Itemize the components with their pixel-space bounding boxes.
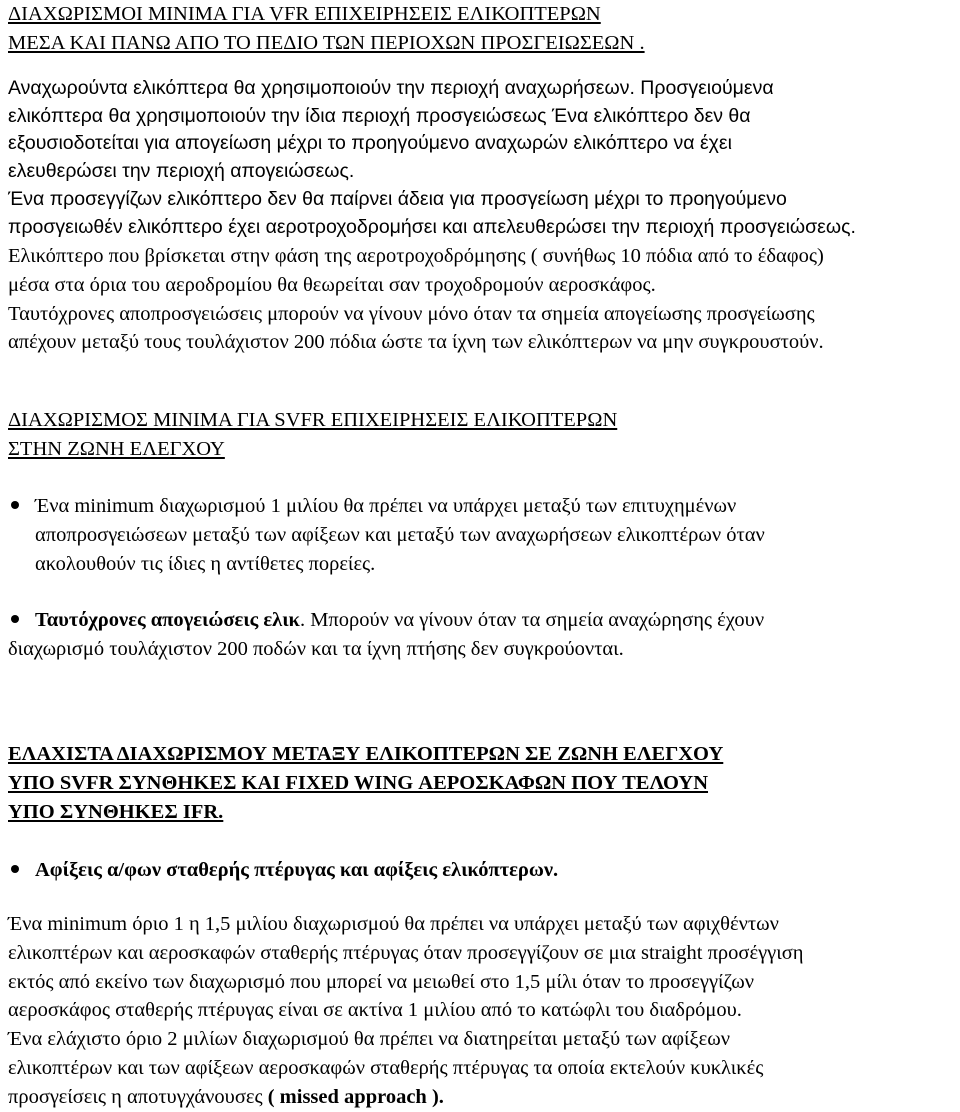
text-line: Ελικόπτερο που βρίσκεται στην φάση της αεροτροχοδρόμησης ( συνήθως 10 πόδια από το έδαφος) xyxy=(8,245,824,267)
text-line: Ένα προσεγγίζων ελικόπτερο δεν θα παίρνει άδεια για προσγείωση μέχρι το προηγούμενο xyxy=(8,187,787,210)
text-line: Ένα minimum όριο 1 η 1,5 μιλίου διαχωρισμού θα πρέπει να υπάρχει μεταξύ των αφιχθέντων xyxy=(8,913,779,935)
bullet-icon xyxy=(11,615,19,623)
text-line: προσγειωθέν ελικόπτερο έχει αεροτροχοδρομήσει και απελευθερώσει την περιοχή προσγειώσεως. xyxy=(8,215,856,238)
section3-bullet xyxy=(8,856,952,885)
heading-line: ΔΙΑΧΩΡΙΣΜΟΙ ΜΙΝΙΜΑ ΓΙΑ VFR ΕΠΙΧΕΙΡΗΣΕΙΣ ΕΛΙΚΟΠΤΕΡΩΝ xyxy=(8,3,601,25)
section1-paragraph-1 xyxy=(8,75,952,241)
bold-phrase: Αφίξεις α/φων σταθερής πτέρυγας και αφίξεις ελικόπτερων. xyxy=(35,859,559,881)
text-line: εξουσιοδοτείται για απογείωση μέχρι το προηγούμενο αναχωρών ελικόπτερο να έχει xyxy=(8,132,732,155)
text-line: Αναχωρούντα ελικόπτερα θα χρησιμοποιούν την περιοχή αναχωρήσεων. Προσγειούμενα xyxy=(8,77,774,99)
text-line: διαχωρισμό τουλάχιστον 200 ποδών και τα ίχνη πτήσης δεν συγκρούονται. xyxy=(8,637,624,660)
text-line: μέσα στα όρια του αεροδρομίου θα θεωρείται σαν τροχοδρομούν αεροσκάφος. xyxy=(8,273,656,296)
text-line: αεροσκάφος σταθερής πτέρυγας είναι σε ακτίνα 1 μιλίου από το κατώφλι του διαδρόμου. xyxy=(8,999,742,1022)
bullet-icon xyxy=(11,501,19,509)
heading-line: ΣΤΗΝ ΖΩΝΗ ΕΛΕΓΧΟΥ xyxy=(8,438,225,460)
section1-paragraph-2 xyxy=(8,242,952,357)
text-line: απέχουν μεταξύ τους τουλάχιστον 200 πόδια ώστε τα ίχνη των ελικόπτερων να μην συγκρουστούν. xyxy=(8,331,824,354)
heading-line: ΕΛΑΧΙΣΤΑ ΔΙΑΧΩΡΙΣΜΟΥ ΜΕΤΑΞΥ ΕΛΙΚΟΠΤΕΡΩΝ ΣΕ ΖΩΝΗ ΕΛΕΓΧΟΥ xyxy=(8,743,724,765)
section3-paragraph xyxy=(8,910,952,1112)
text-line: Ταυτόχρονες αποπροσγειώσεις μπορούν να γίνουν μόνο όταν τα σημεία απογείωσης προσγείωσης xyxy=(8,302,815,325)
section2-bullet-1 xyxy=(8,492,952,578)
heading-line: ΥΠΟ ΣΥΝΘΗΚΕΣ IFR. xyxy=(8,801,224,823)
section1-heading xyxy=(8,0,952,58)
text-line: ακολουθούν τις ίδιες η αντίθετες πορείες. xyxy=(35,552,376,575)
bullet-line xyxy=(8,492,952,521)
heading-line: ΥΠΟ SVFR ΣΥΝΘΗΚΕΣ ΚΑΙ FIXED WING ΑΕΡΟΣΚΑΦΩΝ ΠΟΥ ΤΕΛΟΥΝ xyxy=(8,772,709,794)
bullet-line xyxy=(8,856,952,885)
bullet-line xyxy=(8,606,952,635)
text-line: Ένα ελάχιστο όριο 2 μιλίων διαχωρισμού θα πρέπει να διατηρείται μεταξύ των αφίξεων xyxy=(8,1028,731,1051)
text-line: Ένα minimum διαχωρισμού 1 μιλίου θα πρέπει να υπάρχει μεταξύ των επιτυχημένων xyxy=(35,495,737,517)
text-line: ελικοπτέρων και των αφίξεων αεροσκαφών σταθερής πτέρυγας τα οποία εκτελούν κυκλικές xyxy=(8,1056,764,1079)
text-fragment: προσγείσεις η αποτυγχάνουσες xyxy=(8,1085,268,1108)
bullet-icon xyxy=(11,865,19,873)
text-line: αποπροσγειώσεων μεταξύ των αφίξεων και μεταξύ των αναχωρήσεων ελικοπτέρων όταν xyxy=(35,523,765,546)
text-line: ελευθερώσει την περιοχή απογειώσεως. xyxy=(8,160,355,183)
heading-line: ΔΙΑΧΩΡΙΣΜΟΣ ΜΙΝΙΜΑ ΓΙΑ SVFR ΕΠΙΧΕΙΡΗΣΕΙΣ ΕΛΙΚΟΠΤΕΡΩΝ xyxy=(8,409,618,431)
text-line: εκτός από εκείνο των διαχωρισμό που μπορεί να μειωθεί στο 1,5 μίλι όταν το προσεγγίζων xyxy=(8,970,755,993)
text-fragment: . Μπορούν να γίνουν όταν τα σημεία αναχώρησης έχουν xyxy=(299,609,765,631)
section2-bullet-2 xyxy=(8,606,952,664)
bold-phrase: ( missed approach ). xyxy=(267,1085,444,1108)
text-line: ελικόπτερα θα χρησιμοποιούν την ίδια περιοχή προσγειώσεως Ένα ελικόπτερο δεν θα xyxy=(8,104,751,127)
section3-heading xyxy=(8,740,952,827)
bold-phrase: Ταυτόχρονες απογειώσεις ελικ xyxy=(35,609,300,631)
heading-line: ΜΕΣΑ ΚΑΙ ΠΑΝΩ ΑΠΟ ΤΟ ΠΕΔΙΟ ΤΩΝ ΠΕΡΙΟΧΩΝ ΠΡΟΣΓΕΙΩΣΕΩΝ . xyxy=(8,32,645,54)
text-line: ελικοπτέρων και αεροσκαφών σταθερής πτέρυγας όταν προσεγγίζουν σε μια straight προσέγγιση xyxy=(8,941,804,964)
section2-heading xyxy=(8,406,952,464)
text-line xyxy=(8,1083,952,1112)
